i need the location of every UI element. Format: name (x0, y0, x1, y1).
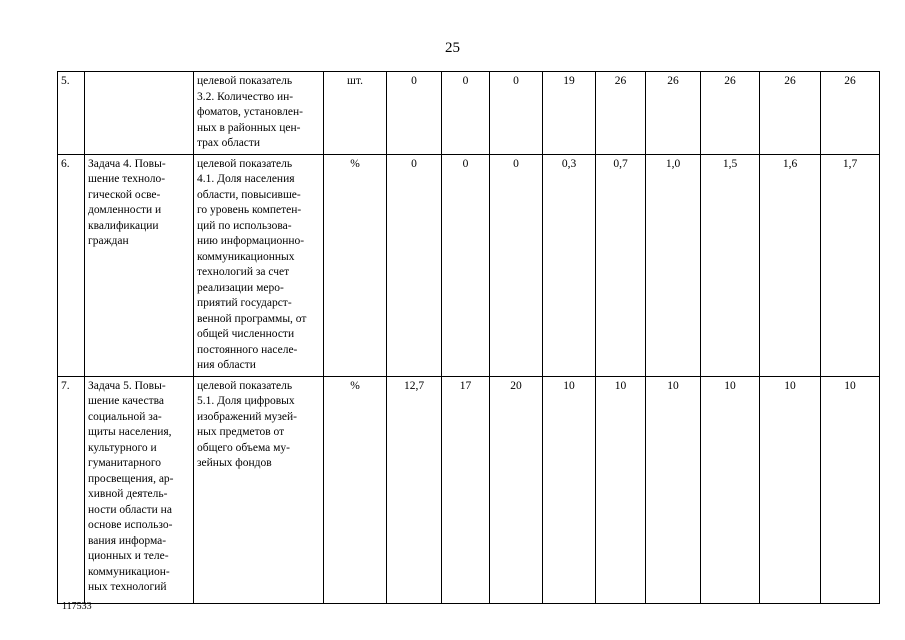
value-cell: 0 (442, 154, 490, 376)
task-cell: Задача 5. Повы- шение качества социальной за- щиты населения, культурного и гуманитарного просвещения, ар- хивной деятель- ности области на основе использо- вания информа- ционных и теле- коммуникацион- ных технологий (85, 376, 194, 603)
value-cell: 10 (701, 376, 760, 603)
table-row (58, 376, 880, 603)
value-cell: 26 (760, 72, 821, 155)
value-cell: 19 (543, 72, 596, 155)
value-cell: 0 (442, 72, 490, 155)
value-cell: 0,3 (543, 154, 596, 376)
value-cell: 1,5 (701, 154, 760, 376)
page-number: 25 (445, 40, 460, 56)
table-row (58, 154, 880, 376)
value-cell: 10 (821, 376, 880, 603)
value-cell: 26 (701, 72, 760, 155)
value-cell: 0 (387, 154, 442, 376)
task-cell: Задача 4. Повы- шение техноло- гической осве- домленности и квалификации граждан (85, 154, 194, 376)
task-cell (85, 72, 194, 155)
row-number: 5. (58, 72, 85, 155)
value-cell: 26 (646, 72, 701, 155)
value-cell: 0,7 (596, 154, 646, 376)
unit-cell: % (324, 376, 387, 603)
indicators-table (57, 71, 880, 604)
row-number: 6. (58, 154, 85, 376)
value-cell: 0 (387, 72, 442, 155)
value-cell: 12,7 (387, 376, 442, 603)
unit-cell: шт. (324, 72, 387, 155)
table-row (58, 72, 880, 155)
indicator-cell: целевой показатель 4.1. Доля населения области, повысивше- го уровень компетен- ций по использова- нию информационно- коммуникационных технологий за счет реализации меро- приятий государст- венной программы, от общей численности постоянного населе- ния области (194, 154, 324, 376)
value-cell: 20 (490, 376, 543, 603)
indicator-cell: целевой показатель 5.1. Доля цифровых изображений музей- ных предметов от общего объема му- зейных фондов (194, 376, 324, 603)
value-cell: 10 (596, 376, 646, 603)
value-cell: 10 (646, 376, 701, 603)
value-cell: 17 (442, 376, 490, 603)
value-cell: 0 (490, 72, 543, 155)
value-cell: 1,0 (646, 154, 701, 376)
value-cell: 26 (821, 72, 880, 155)
value-cell: 0 (490, 154, 543, 376)
value-cell: 1,7 (821, 154, 880, 376)
value-cell: 10 (760, 376, 821, 603)
unit-cell: % (324, 154, 387, 376)
value-cell: 26 (596, 72, 646, 155)
value-cell: 10 (543, 376, 596, 603)
document-code: 117533 (62, 601, 92, 612)
row-number: 7. (58, 376, 85, 603)
value-cell: 1,6 (760, 154, 821, 376)
indicator-cell: целевой показатель 3.2. Количество ин- фоматов, установлен- ных в районных цен- трах области (194, 72, 324, 155)
